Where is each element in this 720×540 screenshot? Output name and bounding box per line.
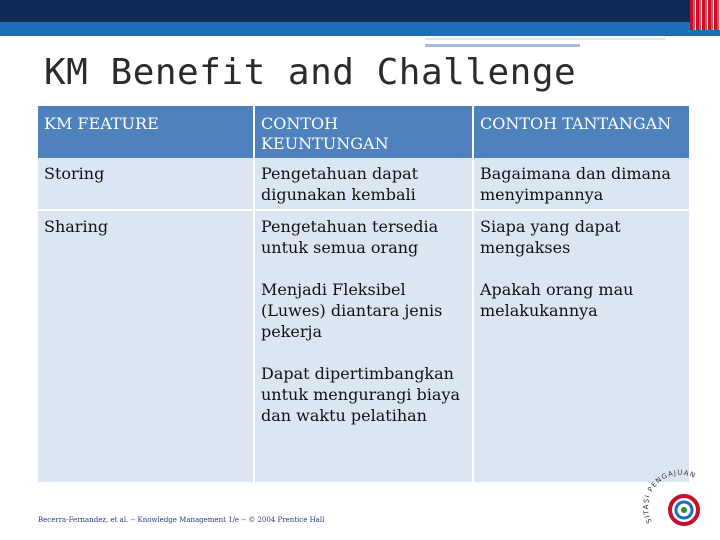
benefit-item: Pengetahuan tersedia untuk semua orang — [261, 217, 439, 257]
benefit-item: Menjadi Fleksibel (Luwes) diantara jenis pekerja — [261, 280, 443, 341]
logo-ring-text: SITASI PENGAJUAN — [642, 468, 698, 525]
cell-benefits — [254, 210, 473, 483]
institution-logo — [640, 460, 720, 540]
top-banner-line — [425, 44, 580, 47]
cell-challenges — [473, 210, 689, 483]
table-row-storing — [38, 158, 689, 210]
table-row-sharing — [38, 210, 689, 483]
slide-title: KM Benefit and Challenge — [44, 52, 577, 93]
slide-footer-citation: Becerra-Fernandez, et al. -- Knowledge Management 1/e -- © 2004 Prentice Hall — [38, 516, 325, 524]
header-contoh-keuntungan: CONTOH KEUNTUNGAN — [254, 106, 473, 158]
header-contoh-tantangan: CONTOH TANTANGAN — [473, 106, 689, 158]
cell-benefits — [254, 158, 473, 210]
table-header-row — [38, 106, 689, 158]
top-banner-blue — [0, 22, 720, 36]
top-banner-line-light — [425, 38, 665, 40]
challenge-item: Siapa yang dapat mengakses — [480, 217, 621, 257]
benefit-item: Pengetahuan dapat digunakan kembali — [261, 164, 419, 204]
challenge-item: Apakah orang mau melakukannya — [480, 280, 634, 320]
challenge-item: Bagaimana dan dimana menyimpannya — [480, 164, 671, 204]
top-banner-red-accent — [690, 0, 720, 30]
cell-challenges — [473, 158, 689, 210]
km-table — [38, 106, 689, 484]
cell-feature: Storing — [38, 158, 254, 210]
cell-feature: Sharing — [38, 210, 254, 483]
top-banner-dark — [0, 0, 720, 22]
header-km-feature: KM FEATURE — [38, 106, 254, 158]
benefit-item: Dapat dipertimbangkan untuk mengurangi biaya dan waktu pelatihan — [261, 364, 461, 425]
